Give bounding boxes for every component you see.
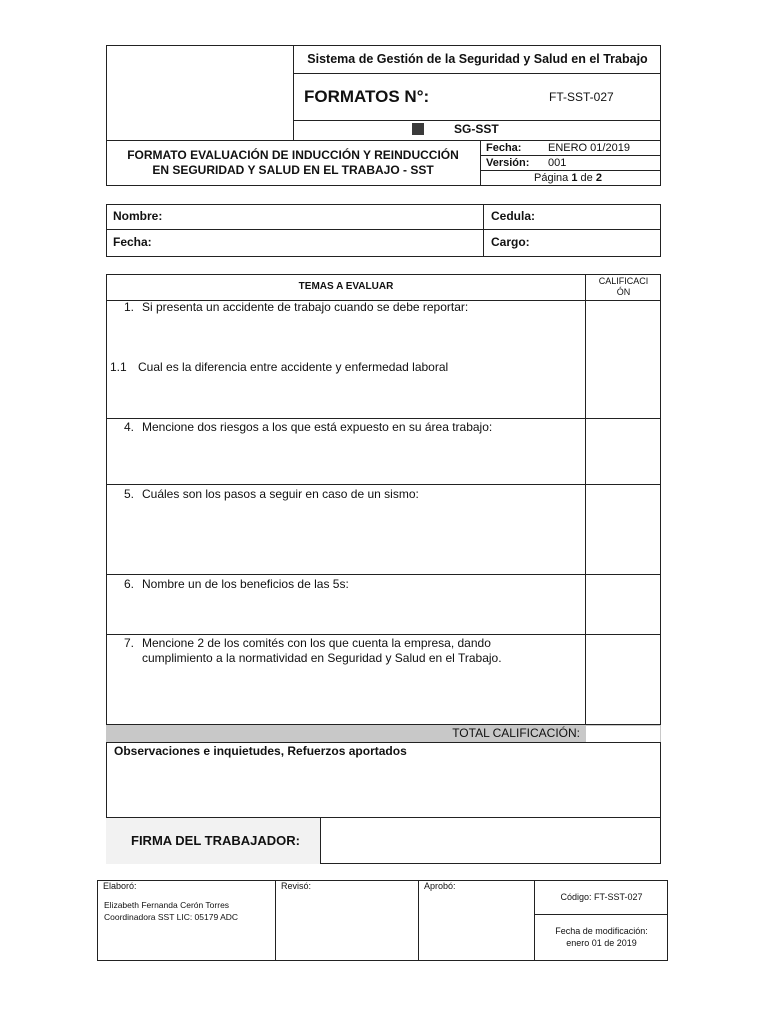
nombre-cell[interactable] xyxy=(106,204,484,230)
nombre-label: Nombre: xyxy=(113,209,163,223)
cargo-label: Cargo: xyxy=(491,235,530,249)
total-score-cell[interactable] xyxy=(586,726,660,742)
elaboro-role: Coordinadora SST LIC: 05179 ADC xyxy=(104,912,239,922)
score-cell-q7[interactable] xyxy=(586,636,660,724)
question-1-1 xyxy=(110,360,448,375)
total-label-colon: : xyxy=(576,726,580,740)
question-6 xyxy=(112,577,349,592)
question-7-text-line-1: Mencione 2 de los comités con los que cuenta la empresa, dando xyxy=(142,636,491,650)
col-topics-header: TEMAS A EVALUAR xyxy=(298,281,394,292)
firma-signature-field[interactable] xyxy=(322,819,660,863)
score-cell-q4[interactable] xyxy=(586,420,660,484)
sg-sst-label: SG-SST xyxy=(454,122,499,136)
question-1-1-text: Cual es la diferencia entre accidente y enfermedad laboral xyxy=(138,360,449,374)
system-title: Sistema de Gestión de la Seguridad y Salud en el Trabajo xyxy=(307,52,648,66)
fecha-label: Fecha: xyxy=(486,142,522,154)
question-6-text: Nombre un de los beneficios de las 5s: xyxy=(142,577,349,591)
form-title-line-1: FORMATO EVALUACIÓN DE INDUCCIÓN Y REINDUCCIÓN xyxy=(127,148,459,162)
observaciones-label: Observaciones e inquietudes, Refuerzos aportados xyxy=(114,744,407,758)
header-divider-3 xyxy=(106,121,661,141)
form-title-line-2: EN SEGURIDAD Y SALUD EN EL TRABAJO - SST xyxy=(152,163,434,177)
fecha-info-label: Fecha: xyxy=(113,235,152,249)
form-title xyxy=(106,148,480,178)
question-1-1-number: 1.1 xyxy=(110,360,127,374)
score-cell-q5[interactable] xyxy=(586,486,660,574)
total-label-text: TOTAL CALIFICACIÓN xyxy=(452,726,577,740)
col-score-line-1: CALIFICACI xyxy=(598,276,649,286)
page-of: de xyxy=(580,172,593,184)
question-1 xyxy=(112,300,468,315)
elaboro-label: Elaboró: xyxy=(103,881,137,891)
fecha-mod-value: enero 01 de 2019 xyxy=(566,938,637,948)
question-7 xyxy=(112,636,502,666)
page-current: 1 xyxy=(571,172,578,184)
question-4-number: 4. xyxy=(123,420,134,434)
question-5-text: Cuáles son los pasos a seguir en caso de un sismo: xyxy=(142,487,419,501)
footer-col-aprobo xyxy=(419,880,535,961)
page-total: 2 xyxy=(595,172,602,184)
col-score-line-2: ÓN xyxy=(616,287,631,297)
aprobo-label: Aprobó: xyxy=(424,881,456,891)
question-4 xyxy=(112,420,492,435)
col-score-header xyxy=(586,276,661,298)
question-6-number: 6. xyxy=(123,577,134,591)
question-7-text-line-2: cumplimiento a la normatividad en Seguridad y Salud en el Trabajo. xyxy=(142,651,502,665)
version-label: Versión: xyxy=(486,157,530,169)
question-7-number: 7. xyxy=(123,636,134,650)
formatos-code: FT-SST-027 xyxy=(549,90,614,104)
version-value: 001 xyxy=(548,157,567,169)
score-cell-q1[interactable] xyxy=(586,302,660,418)
question-4-text: Mencione dos riesgos a los que está expuesto en su área trabajo: xyxy=(142,420,493,434)
footer-col-reviso xyxy=(276,880,419,961)
fecha-mod-label: Fecha de modificación: xyxy=(555,926,648,936)
total-label xyxy=(306,726,580,740)
firma-label: FIRMA DEL TRABAJADOR: xyxy=(131,833,300,848)
cedula-label: Cedula: xyxy=(491,209,536,223)
fecha-modificacion xyxy=(535,925,668,949)
elaboro-name: Elizabeth Fernanda Cerón Torres xyxy=(104,900,230,910)
reviso-label: Revisó: xyxy=(281,881,312,891)
question-5-number: 5. xyxy=(123,487,134,501)
codigo-label: Código: FT-SST-027 xyxy=(560,892,643,902)
question-1-text: Si presenta un accidente de trabajo cuando se debe reportar: xyxy=(142,300,469,314)
formatos-label: FORMATOS N°: xyxy=(304,87,430,106)
fecha-value: ENERO 01/2019 xyxy=(548,142,630,154)
page-prefix: Página xyxy=(534,172,569,184)
sg-sst-logo-square xyxy=(412,123,424,135)
question-5 xyxy=(112,487,419,502)
fecha-cell[interactable] xyxy=(106,230,484,257)
score-cell-q6[interactable] xyxy=(586,576,660,634)
question-1-number: 1. xyxy=(123,300,134,314)
page-indicator xyxy=(534,172,602,184)
